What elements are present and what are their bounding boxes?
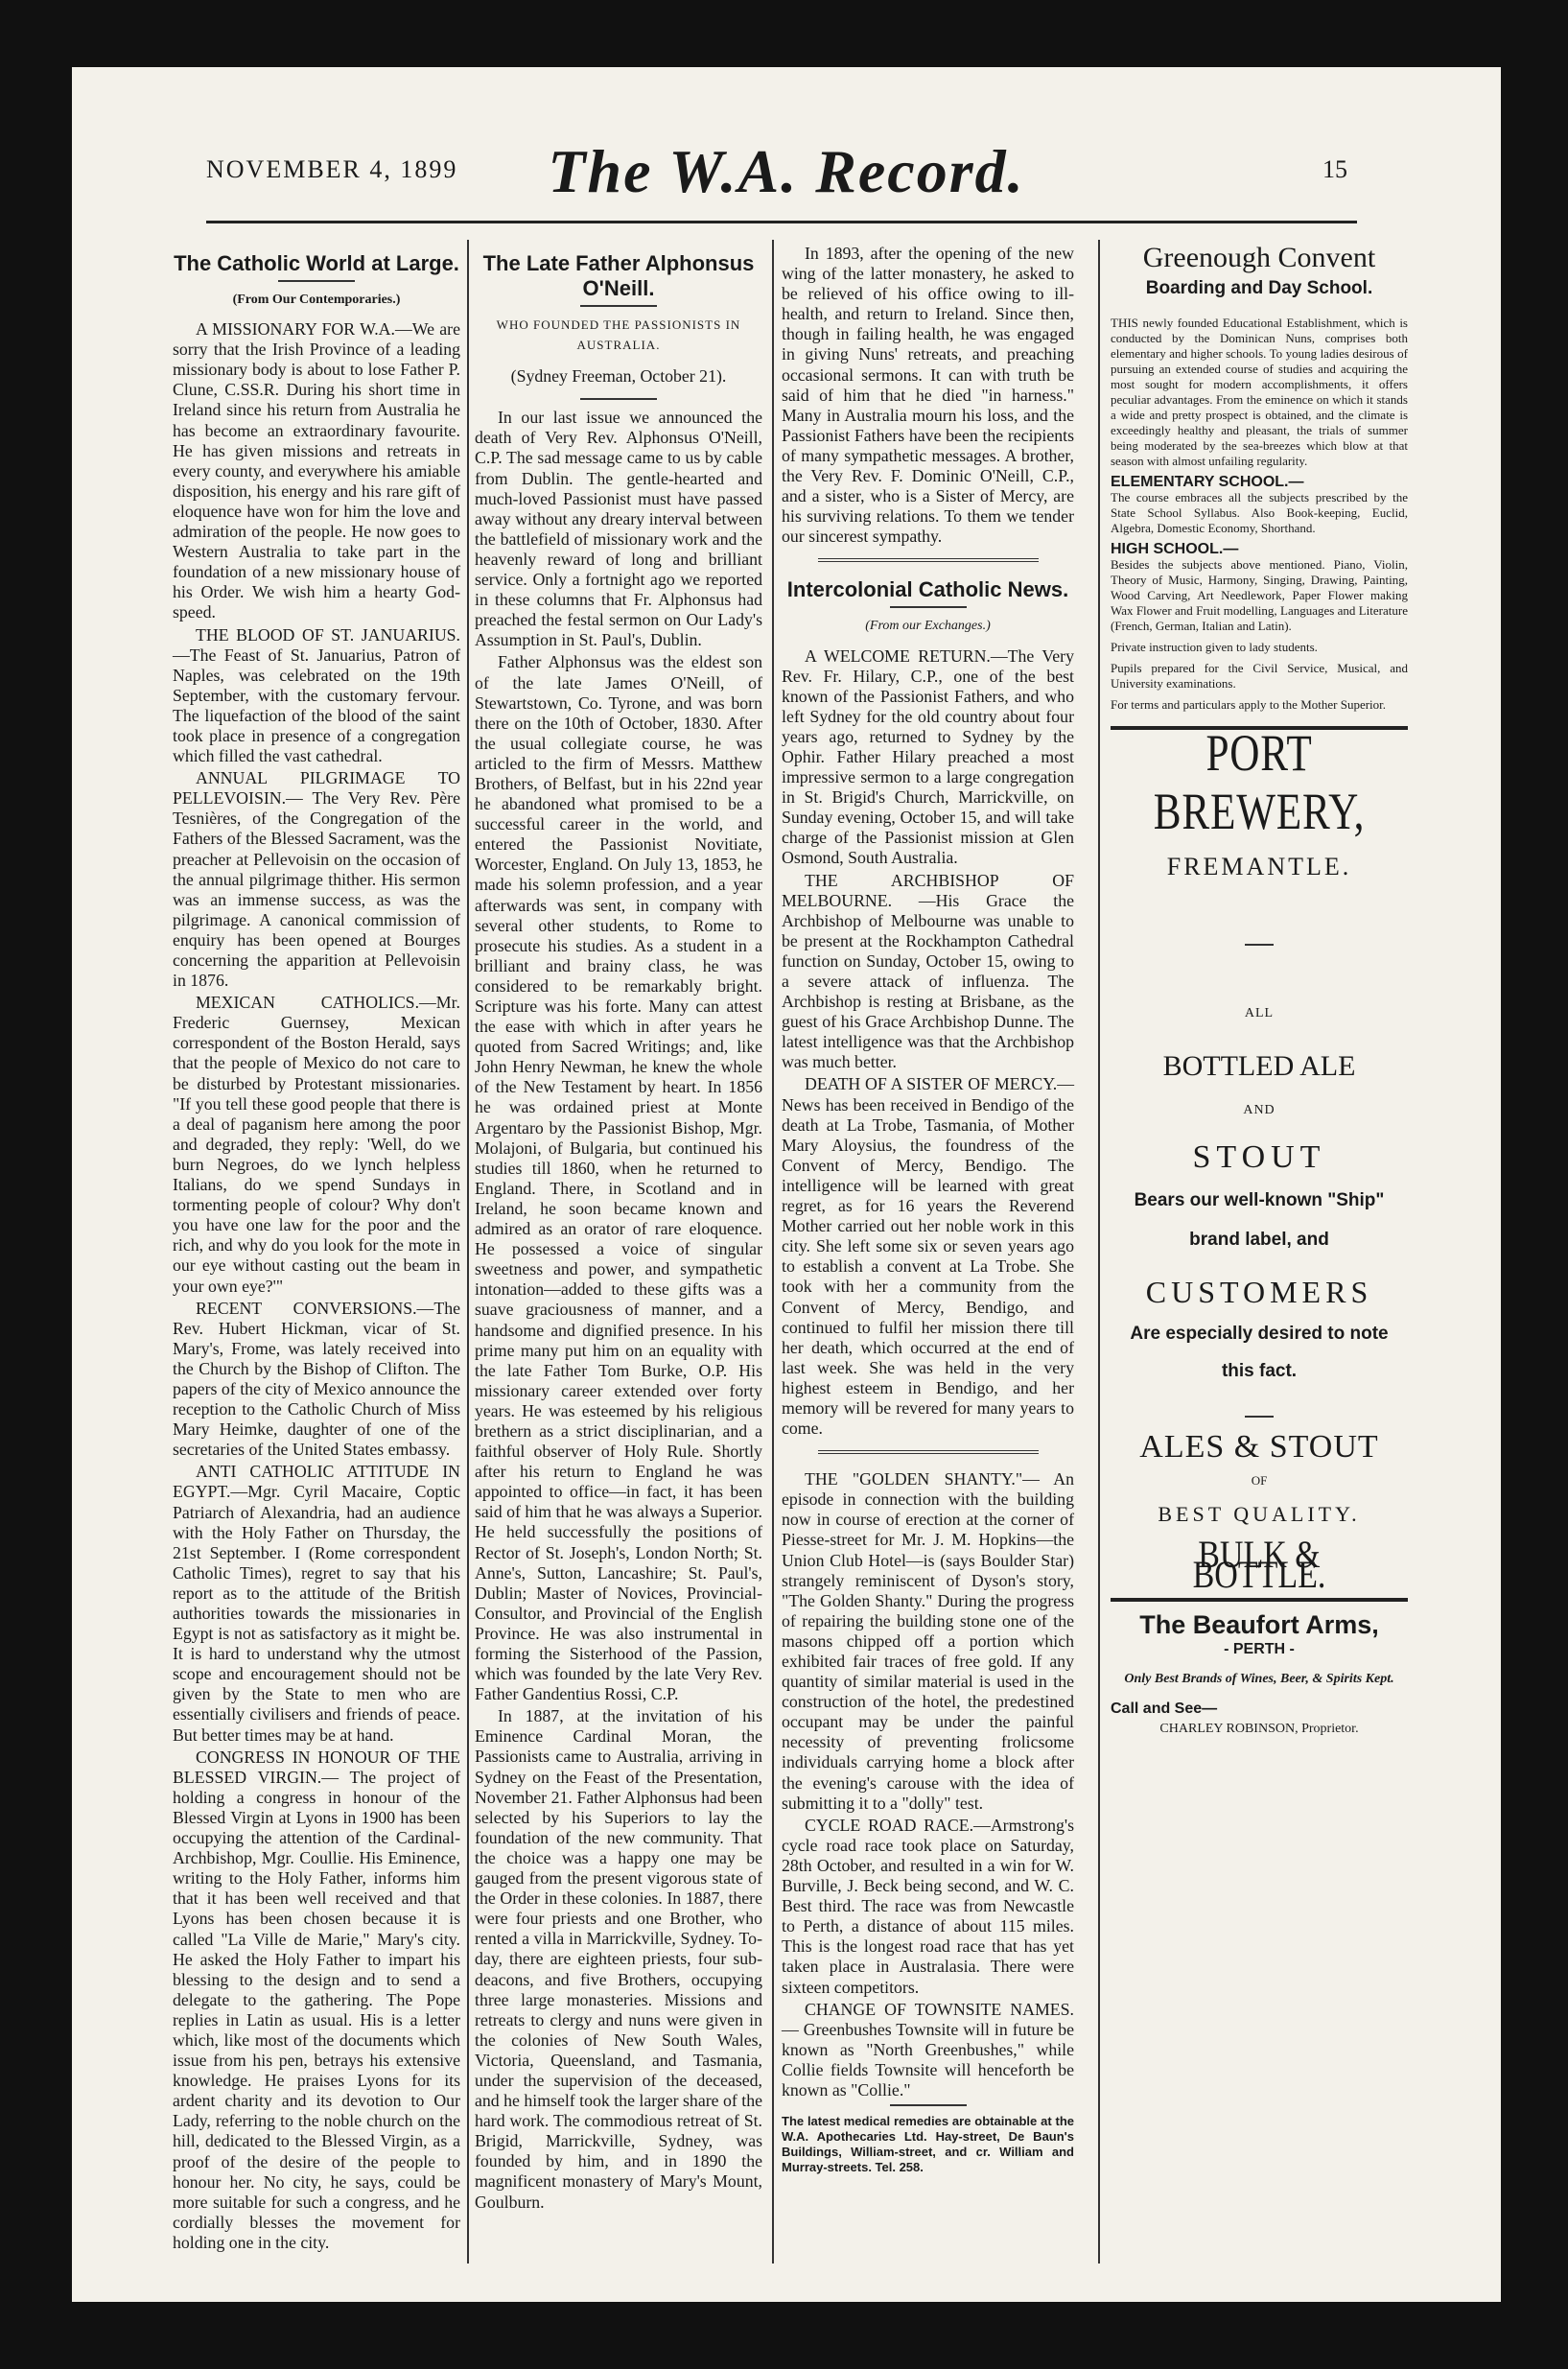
article-paragraph: CYCLE ROAD RACE.—Armstrong's cycle road race took place on Saturday, 28th October, and resulted in a win for W. Burville, J. Beck being second, and W. C. Best third. The race was from Newcastle to Perth, a distance of about 115 miles. This is the longest road race that has yet taken place in Australasia. There were sixteen competitors. bbox=[782, 1815, 1074, 1997]
convent-ad-body: THIS newly founded Educational Establishment, which is conducted by the Dominican Nuns, comprises both elementary and higher schools. To young ladies desirous of pursuing an extended course of studies and acquiring the most sought for modern accomplishments, it offers peculiar advantages. From the eminence on which it stands a wide and pretty prospect is obtained, and the climate is exceedingly healthy and pleasant, the trials of summer being moderated by the sea-breezes which blow at that season with almost unfailing regularity. bbox=[1111, 316, 1408, 469]
beaufort-title: The Beaufort Arms, bbox=[1139, 1609, 1379, 1639]
article-paragraph: DEATH OF A SISTER OF MERCY.—News has been received in Bendigo of the death at La Trobe, Tasmania, of Mother Mary Aloysius, the foundress of the Convent of Mercy, Bendigo. The intelligence will be learned with great regret, as for 16 years the Reverend Mother carried out her noble work in this city. She left some six or seven years ago to establish a convent at La Trobe. She took with her a community from the Convent of Mercy, Bendigo, and continued to fulfil her mission there till her death, which occurred at the end of last week. She was held in the very highest esteem in Bendigo, and her memory will be revered for many years to come. bbox=[782, 1074, 1074, 1439]
terms-note: For terms and particulars apply to the Mother Superior. bbox=[1111, 697, 1387, 713]
article-source: (Sydney Freeman, October 21). bbox=[510, 366, 727, 387]
article-paragraph: THE "GOLDEN SHANTY."— An episode in connection with the building now in course of erection at the corner of Piesse-street for Mr. J. M. Hopkins—the Union Club Hotel—is (says Boulder Star) strangely reminiscent of Dyson's story, "The Golden Shanty." During the progress of repairing the building stone one of the masons chipped off a portion which exhibited fair traces of free gold. If any quantity of similar material is used in the construction of the hotel, the predestined occupant may be under the painful necessity of preventing frolicsome individuals carrying home a block after the evening's carouse with the idea of submitting it to a "dolly" test. bbox=[782, 1469, 1074, 1813]
brewery-name-2: BREWERY, bbox=[1153, 783, 1366, 841]
article-paragraph: In 1893, after the opening of the new wing of the latter monastery, he asked to be relieved of his office owing to ill-health, and return to Ireland. Since then, though in failing health, he was engaged in giving Nuns' retreats, and preaching occasional sermons. It can with truth be said of him that he died "in harness." Many in Australia mourn his loss, and the Passionist Fathers have been the recipients of many sympathetic messages. A brother, the Very Rev. F. Dominic O'Neill, C.P., and a sister, who is a Sister of Mercy, are his surviving relations. To them we tender our sincerest sympathy. bbox=[782, 244, 1074, 547]
article-paragraph: CONGRESS IN HONOUR OF THE BLESSED VIRGIN.— The project of holding a congress in honour of the Blessed Virgin at Lyons in 1900 has been occupying the attention of the Cardinal-Archbishop, Mgr. Coullie. His Eminence, writing to the Holy Father, informs him that it has been well received and that Lyons has been chosen because it is called "La Ville de Marie," Mary's city. He asked the Holy Father to impart his blessing to the design and to send a delegate to the gathering. The Pope replies in Latin as usual. His is a letter which, like most of the documents which issue from his pen, betrays his extensive knowledge. He praises Lyons for its ardent charity and its devotion to Our Lady, referring to the noble church on the hill, dedicated to the Blessed Virgin, as a proof of the desire of the people to honour her. No city, he says, could be more suitable for such a congress, and he cordially blesses the movement for holding one in the city. bbox=[173, 1747, 460, 2252]
article-source: (From Our Contemporaries.) bbox=[232, 293, 401, 307]
beaufort-line: Only Best Brands of Wines, Beer, & Spirits Kept. bbox=[1124, 1671, 1394, 1686]
divider bbox=[818, 1450, 1039, 1458]
article-paragraph: MEXICAN CATHOLICS.—Mr. Frederic Guernsey, Mexican correspondent of the Boston Herald, says that the people of Mexico do not care to be disturbed by Protestant missionaries. "If you tell these good people that there is a deal of paganism here among the poor and degraded, they reply: 'Well, do we burn Negroes, do we lynch helpless Italians, do we spend Sundays in tormenting people of colour? Why don't you have one law for the poor and the rich, and why do you look for the mote in our eye without casting out the beam in your own eye?'" bbox=[173, 993, 460, 1296]
article-heading: The Late Father Alphonsus O'Neill. bbox=[482, 251, 755, 300]
article-paragraph: THE BLOOD OF ST. JANUARIUS.—The Feast of St. Januarius, Patron of Naples, was celebrated on the 19th September, with the customary fervour. The liquefaction of the blood of the saint took place in presence of a congregation which filled the vast cathedral. bbox=[173, 624, 460, 766]
brewery-all: ALL bbox=[1244, 1006, 1275, 1021]
elementary-heading: ELEMENTARY SCHOOL.— bbox=[1111, 474, 1304, 491]
column-divider bbox=[772, 240, 774, 2263]
brewery-bulk-bottle: BULK & BOTTLE. bbox=[1192, 1532, 1326, 1596]
column-intercolonial bbox=[782, 240, 1074, 2175]
divider bbox=[278, 280, 355, 282]
newspaper-page bbox=[72, 67, 1501, 2302]
brewery-location: FREMANTLE. bbox=[1166, 853, 1352, 881]
divider bbox=[1245, 1416, 1274, 1418]
private-instruction: Private instruction given to lady students. bbox=[1111, 640, 1318, 655]
brewery-brand-label: brand label, and bbox=[1189, 1229, 1329, 1250]
brewery-ales-stout: ALES & STOUT bbox=[1139, 1429, 1379, 1466]
article-caption: WHO FOUNDED THE PASSIONISTS IN AUSTRALIA. bbox=[496, 317, 741, 353]
pupils-note: Pupils prepared for the Civil Service, Musical, and University examinations. bbox=[1111, 661, 1408, 692]
divider bbox=[580, 305, 657, 307]
divider bbox=[890, 2104, 967, 2106]
article-paragraph: CHANGE OF TOWNSITE NAMES.— Greenbushes Townsite will in future be known as "North Greenbushes," while Collie fields Townsite will henceforth be known as "Collie." bbox=[782, 1999, 1074, 2099]
high-school-text: Besides the subjects above mentioned. Piano, Violin, Theory of Music, Harmony, Singing, Drawing, Painting, Wood Carving, Art Needlework, Paper Flower making Wax Flower and Fruit modelling, Languages and Literature (French, German, Italian and Latin). bbox=[1111, 557, 1408, 634]
masthead-rule bbox=[206, 221, 1357, 223]
article-paragraph: In 1887, at the invitation of his Eminence Cardinal Moran, the Passionists came to Australia, arriving in Sydney on the Feast of the Presentation, November 21. Father Alphonsus had been selected by his Superiors to lay the foundation of the new community. That the choice was a happy one may be gauged from the present vigorous state of the Order in these colonies. In 1887, there were four priests and one Brother, who rented a villa in Marrickville, Sydney. To-day, there are eighteen priests, four sub-deacons, and five Brothers, occupying three large monasteries. Missions and retreats to clergy and nuns were given in the colonies of New South Wales, Victoria, Queensland, and Tasmania, under the supervision of the deceased, and he himself took the larger share of the hard work. The commodious retreat of St. Brigid, Marrickville, Sydney, was founded by him, and in 1890 the magnificent monastery of Mary's Mount, Goulburn. bbox=[475, 1706, 762, 2212]
article-paragraph: A WELCOME RETURN.—The Very Rev. Fr. Hilary, C.P., one of the best known of the Passionist Fathers, and who left Sydney for the old country about four years ago, returned to Sydney by the Ophir. Father Hilary preached a most impressive sermon to a large congregation in St. Brigid's Church, Marrickville, on Sunday evening, October 15, and will take charge of the Passionist mission at Glen Osmond, South Australia. bbox=[782, 645, 1074, 868]
column-divider bbox=[467, 240, 469, 2263]
brewery-and: AND bbox=[1243, 1102, 1275, 1117]
brewery-bottled-ale: BOTTLED ALE bbox=[1162, 1050, 1356, 1083]
divider bbox=[580, 398, 657, 400]
brewery-customers: CUSTOMERS bbox=[1145, 1274, 1373, 1309]
divider bbox=[890, 606, 967, 608]
beaufort-call: Call and See— bbox=[1111, 1700, 1218, 1717]
apothecary-notice: The latest medical remedies are obtainable at the W.A. Apothecaries Ltd. Hay-street, De Baun's Buildings, William-street, and cr. William and Murray-streets. Tel. 258. bbox=[782, 2114, 1074, 2175]
column-advertisements bbox=[1111, 240, 1408, 1739]
brewery-note: Are especially desired to note bbox=[1130, 1324, 1389, 1345]
article-paragraph: Father Alphonsus was the eldest son of the late James O'Neill, of Stewartstown, Co. Tyrone, and was born there on the 10th of October, 1830. After the usual collegiate course, he was articled to the firm of Messrs. Matthew Brothers, of Belfast, but in his 22nd year he abandoned what promised to be a successful career in the world, and entered the Passionist Novitiate, Worcester, England. On July 13, 1853, he made his solemn profession, and a year afterwards was sent, in company with several other students, to Rome to prosecute his studies. As a student in a brilliant and brainy class, he was considered to be remarkably bright. Scripture was his forte. Many can attest the ease with which in after years he quoted from Sacred Writings; and, like John Henry Newman, he knew the whole of the New Testament by heart. In 1856 he was ordained priest at Monte Argentaro by the Passionist Bishop, Mgr. Molajoni, of Bulgaria, but continued his studies till 1860, when he returned to England. There, in Scotland and in Ireland, he soon became known and admired as an orator of rare eloquence. He possessed a voice of singular sweetness and power, and sympathetic intonation—added to these gifts was a suave graciousness of manner, and a handsome and dignified presence. In his prime many put him on an equality with the late Father Tom Burke, O.P. His missionary career extended over forty years. He was esteemed by his religious brethern as a strict disciplinarian, and a faithful observer of Holy Rule. Shortly after his return to England he was appointed to office—in fact, it has been said of him that he was always a Superior. He held successfully the positions of Rector of St. Joseph's, London North; St. Anne's, Sutton, Lancashire; St. Paul's, Dublin; Master of Novices, Provincial-Consultor, and Provincial of the English Province. He was also instrumental in forming the Sisterhood of the Passion, which was founded by the late Very Rev. Father Gandentius Rossi, C.P. bbox=[475, 652, 762, 1704]
divider bbox=[818, 558, 1039, 566]
article-paragraph: ANTI CATHOLIC ATTITUDE IN EGYPT.—Mgr. Cyril Macaire, Coptic Patriarch of Alexandria, had an audience with the Holy Father on Thursday, the 21st September. I (Rome correspondent Catholic Times), regret to say that his report as to the attitude of the British authorities towards the missionaries in Egypt is not as satisfactory as it might be. It is hard to understand why the utmost scope and encouragement should not be given by the State to men who are essentially civilisers and friends of peace. But better times may be at hand. bbox=[173, 1462, 460, 1745]
issue-date: NOVEMBER 4, 1899 bbox=[206, 155, 458, 183]
article-heading: Intercolonial Catholic News. bbox=[786, 577, 1069, 602]
convent-ad-subtitle: Boarding and Day School. bbox=[1145, 278, 1373, 298]
brewery-stout: STOUT bbox=[1192, 1138, 1326, 1175]
article-paragraph: In our last issue we announced the death of Very Rev. Alphonsus O'Neill, C.P. The sad message came to us by cable from Dublin. The gentle-hearted and much-loved Passionist must have passed away without any dreary interval between the battlefield of missionary work and the heavenly reward of long and brilliant service. Only a fortnight ago we reported in these columns that Fr. Alphonsus had preached the festal sermon on Our Lady's Assumption in St. Paul's, Dublin. bbox=[475, 408, 762, 650]
masthead-title: The W.A. Record. bbox=[548, 137, 1025, 205]
elementary-text: The course embraces all the subjects prescribed by the State School Syllabus. Also Book-keeping, Euclid, Algebra, Domestic Economy, Shorthand. bbox=[1111, 490, 1408, 536]
beaufort-place: - PERTH - bbox=[1224, 1640, 1295, 1657]
high-school-heading: HIGH SCHOOL.— bbox=[1111, 541, 1239, 558]
beaufort-proprietor: CHARLEY ROBINSON, Proprietor. bbox=[1159, 1722, 1359, 1737]
column-obituary bbox=[475, 240, 762, 2215]
page-number: 15 bbox=[1322, 155, 1347, 183]
divider bbox=[1245, 944, 1274, 946]
ad-separator bbox=[1111, 1598, 1408, 1602]
brewery-this-fact: this fact. bbox=[1221, 1361, 1298, 1382]
article-source: (From our Exchanges.) bbox=[865, 619, 991, 634]
column-catholic-world bbox=[173, 240, 460, 2255]
brewery-of: OF bbox=[1251, 1473, 1268, 1489]
article-heading: The Catholic World at Large. bbox=[174, 251, 459, 275]
brewery-best-quality: BEST QUALITY. bbox=[1158, 1502, 1361, 1527]
convent-ad-title: Greenough Convent bbox=[1142, 242, 1376, 273]
article-paragraph: A MISSIONARY FOR W.A.—We are sorry that the Irish Province of a leading missionary body is about to lose Father P. Clune, C.SS.R. During his short time in Ireland since his return from Australia he has become an extraordinary favourite. He has given missions and retreats in every county, and everywhere his amiable disposition, his energy and his rare gift of eloquence have won for him the love and admiration of the people. He now goes to Western Australia to take part in the foundation of a new missionary house of his Order. We wish him a hearty God-speed. bbox=[173, 319, 460, 622]
article-paragraph: RECENT CONVERSIONS.—The Rev. Hubert Hickman, vicar of St. Mary's, Frome, was lately received into the Church by the Bishop of Clifton. The papers of the city of Mexico announce the reception to the Catholic Church of Miss Mary Heimke, daughter of one of the secretaries of the United States embassy. bbox=[173, 1298, 460, 1460]
brewery-ship-label: Bears our well-known "Ship" bbox=[1134, 1189, 1385, 1210]
column-divider bbox=[1098, 240, 1100, 2263]
article-paragraph: ANNUAL PILGRIMAGE TO PELLEVOISIN.— The Very Rev. Père Tesnières, of the Congregation of the Fathers of the Blessed Sacrament, was the preacher at Pellevoisin on the occasion of the annual pilgrimage thither. His sermon was an immense success, as was the pilgrimage. A canonical commission of enquiry has been opened at Bourges concerning the apparition at Pellevoisin in 1876. bbox=[173, 768, 460, 991]
article-paragraph: THE ARCHBISHOP OF MELBOURNE. —His Grace the Archbishop of Melbourne was unable to be present at the Rockhampton Cathedral function on Sunday, October 15, owing to a severe attack of influenza. The Archbishop is resting at Brisbane, as the guest of his Grace Archbishop Dunne. The latest intelligence was that the Archbishop was much better. bbox=[782, 870, 1074, 1072]
brewery-name-1: PORT bbox=[1205, 724, 1313, 783]
